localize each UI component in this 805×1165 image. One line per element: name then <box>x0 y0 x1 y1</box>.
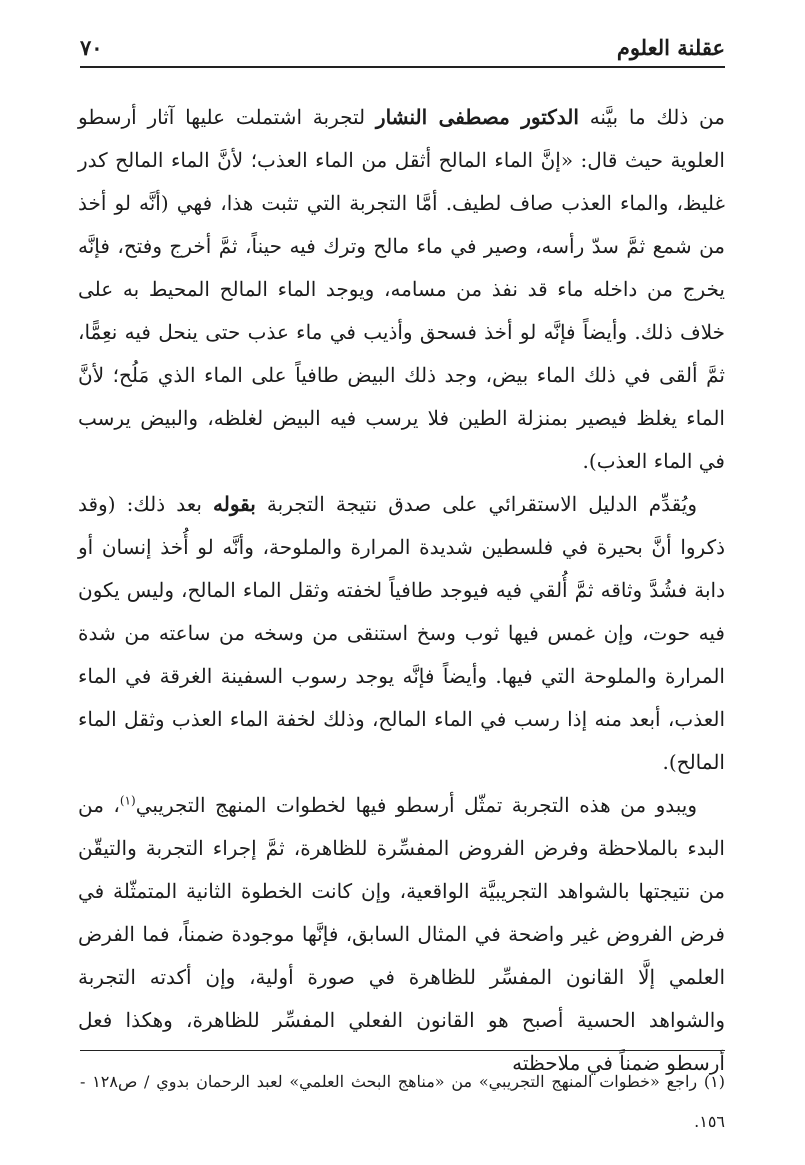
footnote <box>80 1062 725 1142</box>
header-rule <box>80 66 725 68</box>
header-title: عقلنة العلوم <box>616 35 725 60</box>
paragraph-1 <box>78 96 725 483</box>
footnote-reference[interactable]: (١) <box>119 793 136 808</box>
paragraph-2-text-a: ويُقدِّم الدليل الاستقرائي على صدق نتيجة التجربة <box>255 492 697 516</box>
main-text <box>78 96 725 1085</box>
page-number: ٧٠ <box>80 35 103 60</box>
paragraph-2-text-b: بعد ذلك: (وقد ذكروا أنَّ بحيرة في فلسطين شديدة المرارة والملوحة، وأنَّه لو أُخذ إنسان أو دابة فشُدَّ وثاقه ثمَّ أُلقي فيه فيوجد طافياً لخفته وثقل الماء المالح، وليس يكون فيه حوت، وإن غمس فيها ثوب وسخ استنقى من وسخه من ساعته من شدة المرارة والملوحة التي فيها. وأيضاً فإنَّه يوجد رسوب السفينة الغرقة في الماء العذب، أبعد منه إذا رسب في الماء المالح، وذلك لخفة الماء العذب وثقل الماء المالح). <box>78 492 726 774</box>
paragraph-3-text-a: ويبدو من هذه التجربة تمثّل أرسطو فيها لخطوات المنهج التجريبي <box>135 793 697 817</box>
paragraph-1-bold-name: الدكتور مصطفى النشار <box>375 105 579 129</box>
running-head <box>80 26 725 60</box>
paragraph-3-text-b: ، من البدء بالملاحظة وفرض الفروض المفسِّرة للظاهرة، ثمَّ إجراء التجربة والتيقّن من نتيجتها بالشواهد التجريبيَّة الواقعية، وإن كانت الخطوة الثانية المتمثّلة في فرض الفروض غير واضحة في المثال السابق، فإنَّها موجودة ضمناً، فما الفرض العلمي إلَّا القانون المفسِّر للظاهرة في صورة أولية، وإن أكدته التجربة والشواهد الحسية أصبح هو القانون الفعلي المفسِّر للظاهرة، وهكذا فعل أرسطو ضمناً في ملاحظته <box>78 793 725 1075</box>
paragraph-1-text-a: من ذلك ما بيَّنه <box>578 105 725 129</box>
footnote-rule <box>80 1050 725 1051</box>
paragraph-1-text-b: لتجربة اشتملت عليها آثار أرسطو العلوية حيث قال: «إنَّ الماء المالح أثقل من الماء العذب؛ لأنَّ الماء المالح كدر غليظ، والماء العذب صاف لطيف. أمَّا التجربة التي تثبت هذا، فهي (أنَّه لو أخذ من شمع ثمَّ سدّ رأسه، وصير في ماء مالح وترك فيه حيناً، ثمَّ أخرج وفتح، فإنَّه يخرج من داخله ماء قد نفذ من مسامه، ويوجد الماء المالح المحيط به على خلاف ذلك. وأيضاً فإنَّه لو أخذ فسحق وأذيب في ماء عذب حتى ينحل فيه نعِمًّا، ثمَّ ألقى في ذلك الماء بيض، وجد ذلك البيض طافياً على الماء الذي مَلُح؛ لأنَّ الماء يغلظ فيصير بمنزلة الطين فلا يرسب فيه البيض لغلظه، والبيض يرسب في الماء العذب). <box>78 105 726 473</box>
footnote-text: (١) راجع «خطوات المنهج التجريبي» من «مناهج البحث العلمي» لعبد الرحمان بدوي / ص١٢٨ - ١٥٦. <box>80 1072 725 1131</box>
paragraph-2-bold-word: بقوله <box>213 492 256 516</box>
paragraph-2 <box>78 483 725 784</box>
paragraph-3 <box>78 784 725 1085</box>
